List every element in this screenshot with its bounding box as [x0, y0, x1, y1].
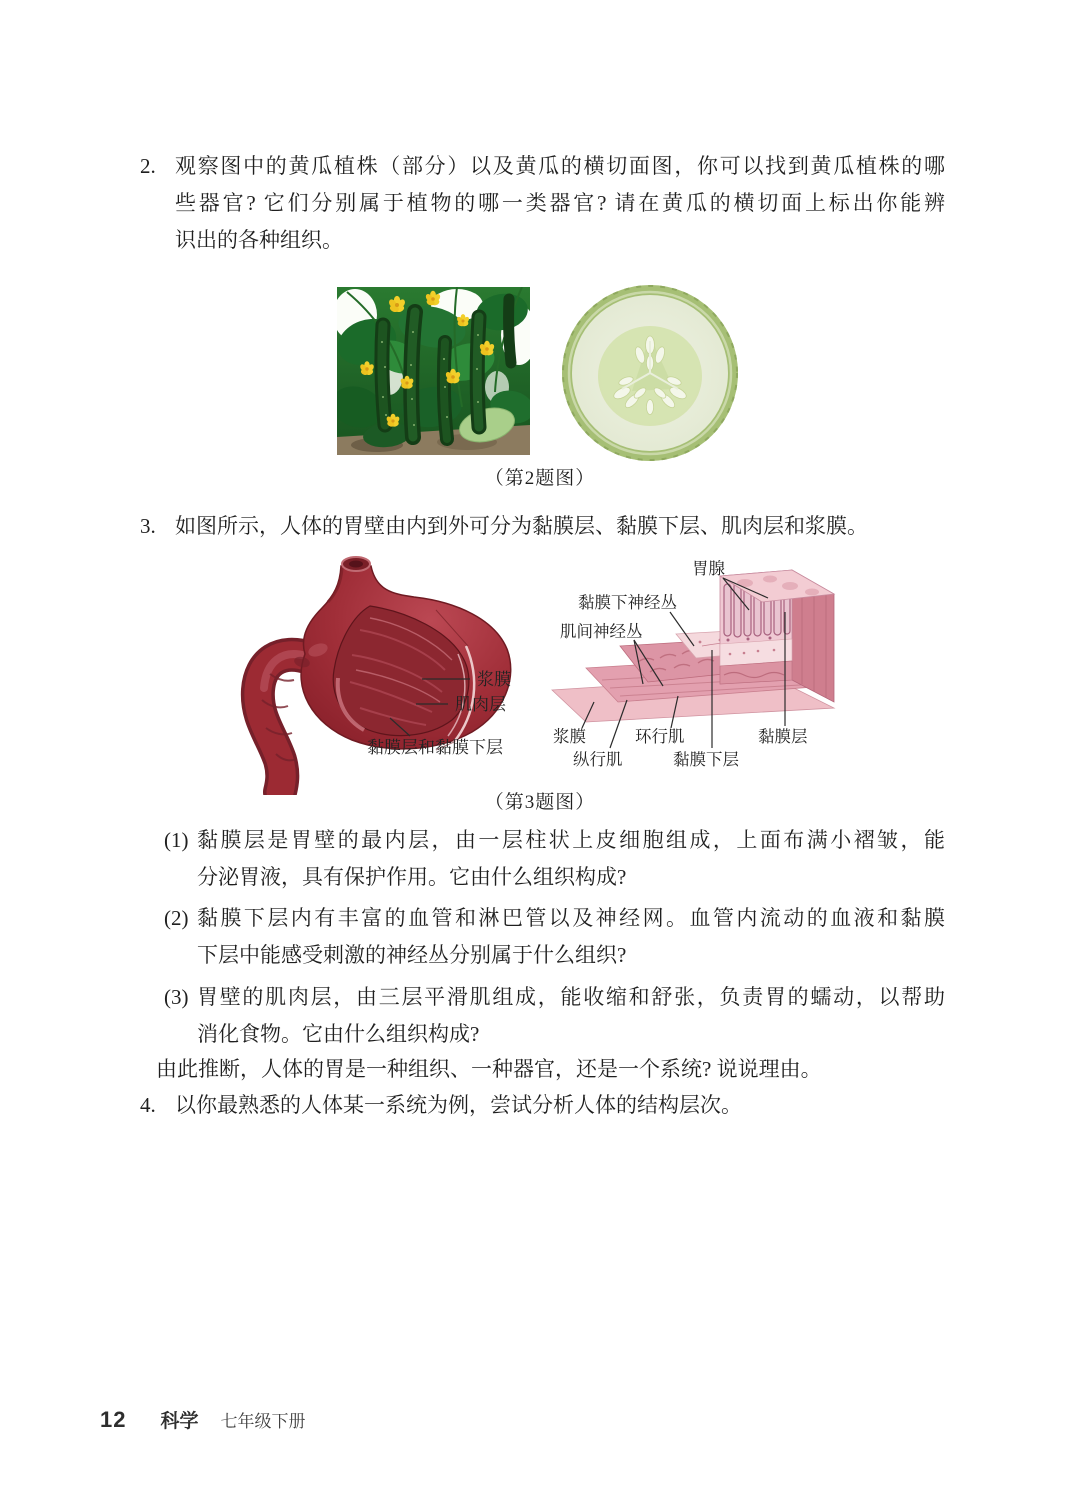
cucumber-plants-photo	[337, 287, 530, 455]
label-stomach-muscle-layer: 肌肉层	[455, 695, 506, 714]
page-footer	[100, 1406, 306, 1433]
label-block-serosa: 浆膜	[553, 727, 586, 746]
label-gastric-gland: 胃腺	[692, 559, 725, 578]
question-3-number: 3.	[140, 514, 156, 538]
page-number: 12	[100, 1407, 127, 1432]
text-line: 胃壁的肌肉层，由三层平滑肌组成，能收缩和舒张，负责胃的蠕动，以帮助	[197, 985, 945, 1009]
figure3-caption: （第3题图）	[484, 792, 596, 813]
label-longitudinal-muscle: 纵行肌	[573, 750, 623, 769]
text-line: 些器官? 它们分别属于植物的哪一类器官? 请在黄瓜的横切面上标出你能辨	[175, 191, 945, 215]
text-line: 如图所示，人体的胃壁由内到外可分为黏膜层、黏膜下层、肌肉层和浆膜。	[175, 514, 868, 538]
label-mucosa: 黏膜层	[758, 727, 808, 746]
question-3-sub-1	[164, 822, 945, 896]
question-4	[140, 1087, 946, 1124]
label-circular-muscle: 环行肌	[635, 727, 685, 746]
text-line: 观察图中的黄瓜植株（部分）以及黄瓜的横切面图，你可以找到黄瓜植株的哪	[175, 154, 945, 178]
text-line: 以你最熟悉的人体某一系统为例，尝试分析人体的结构层次。	[175, 1093, 742, 1117]
stomach-diagram	[230, 550, 850, 795]
cucumber-slice-image	[556, 281, 744, 469]
text-line: 黏膜层是胃壁的最内层，由一层柱状上皮细胞组成，上面布满小褶皱，能	[197, 828, 945, 852]
sub-question-number: (3)	[164, 985, 189, 1009]
text-line: 下层中能感受刺激的神经丛分别属于什么组织?	[197, 943, 627, 967]
text-line: 分泌胃液，具有保护作用。它由什么组织构成?	[197, 865, 627, 889]
question-3-conclusion	[156, 1051, 946, 1088]
question-2-number: 2.	[140, 154, 156, 178]
question-3-sub-2	[164, 900, 945, 974]
text-line: 消化食物。它由什么组织构成?	[197, 1022, 480, 1046]
label-submucosa: 黏膜下层	[673, 750, 739, 769]
question-3-sub-3	[164, 979, 945, 1053]
label-submucosal-plexus: 黏膜下神经丛	[578, 593, 677, 612]
cucumber-slice-illustration	[556, 281, 744, 469]
sub-question-number: (2)	[164, 906, 189, 930]
cucumber-plants-illustration	[337, 287, 530, 455]
text-line: 由此推断，人体的胃是一种组织、一种器官，还是一个系统? 说说理由。	[156, 1057, 822, 1081]
label-stomach-mucosa-submucosa: 黏膜层和黏膜下层	[367, 738, 503, 757]
footer-subject: 科学	[160, 1411, 199, 1432]
figure2-caption: （第2题图）	[484, 468, 596, 489]
label-myenteric-plexus: 肌间神经丛	[560, 622, 643, 641]
question-4-number: 4.	[140, 1093, 156, 1117]
label-stomach-serosa: 浆膜	[477, 670, 511, 689]
question-2	[140, 148, 946, 259]
stomach-wall-illustration	[230, 550, 850, 795]
footer-volume: 七年级下册	[220, 1412, 306, 1431]
sub-question-number: (1)	[164, 828, 189, 852]
text-line: 黏膜下层内有丰富的血管和淋巴管以及神经网。血管内流动的血液和黏膜	[197, 906, 945, 930]
text-line: 识出的各种组织。	[175, 228, 343, 252]
question-3	[140, 508, 946, 545]
